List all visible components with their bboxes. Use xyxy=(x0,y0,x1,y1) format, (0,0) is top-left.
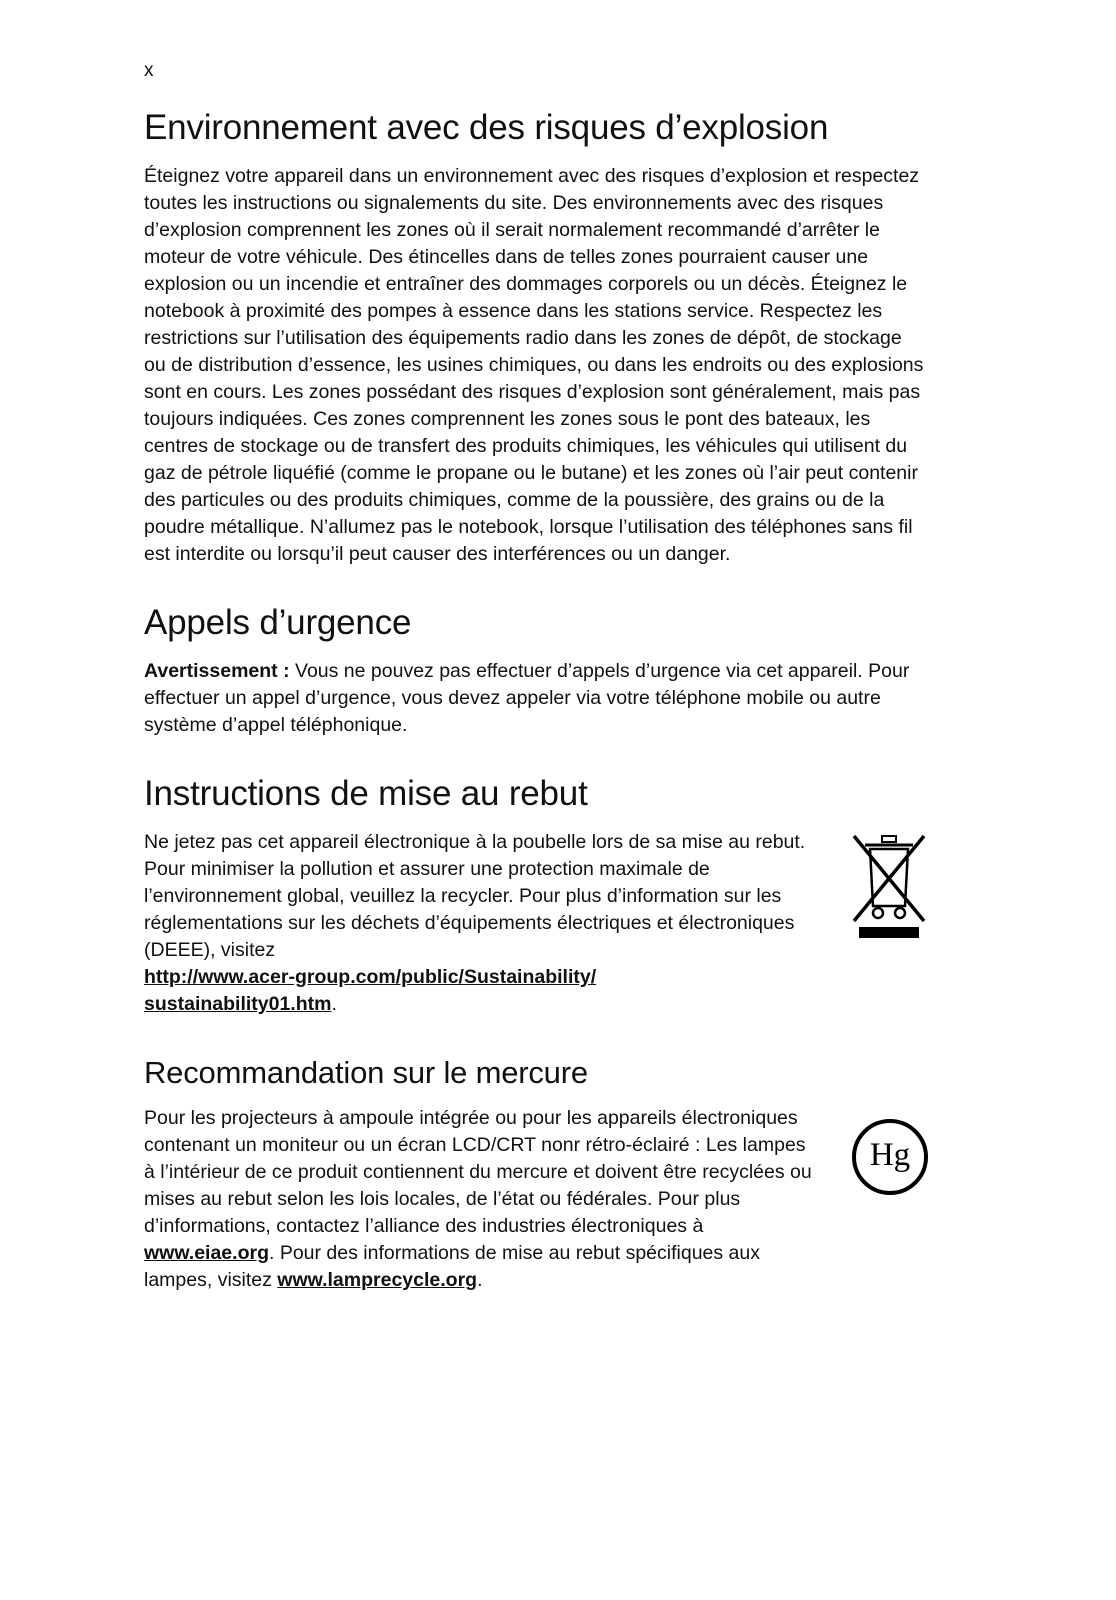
mercury-text-column xyxy=(144,1105,812,1294)
sustainability-link[interactable] xyxy=(144,966,596,1015)
heading-disposal-instructions: Instructions de mise au rebut xyxy=(144,773,588,813)
sustainability-link-line1: http://www.acer-group.com/public/Sustainability/ xyxy=(144,965,597,988)
heading-mercury-advisory: Recommandation sur le mercure xyxy=(144,1054,588,1090)
weee-crossed-out-bin-icon xyxy=(850,833,928,941)
heading-explosion-environment: Environnement avec des risques d’explosion xyxy=(144,107,829,147)
mercury-hg-icon xyxy=(852,1119,928,1195)
mercury-section-row xyxy=(144,1105,928,1294)
disposal-section-row xyxy=(144,829,928,1018)
lamprecycle-link[interactable]: www.lamprecycle.org xyxy=(277,1268,478,1291)
heading-emergency-calls: Appels d’urgence xyxy=(144,602,412,642)
disposal-suffix: . xyxy=(331,992,337,1015)
mercury-suffix: . xyxy=(477,1268,483,1291)
hg-label: Hg xyxy=(869,1137,911,1174)
mercury-body-paragraph xyxy=(144,1105,812,1294)
eiae-link[interactable]: www.eiae.org xyxy=(144,1241,269,1264)
warning-label: Avertissement : xyxy=(144,659,290,682)
emergency-body-text: Vous ne pouvez pas effectuer d’appels d’urgence via cet appareil. Pour effectuer un appel d’urgence, vous devez appeler via votre téléphone mobile ou autre système d’appel téléphonique. xyxy=(144,659,910,736)
disposal-text-column xyxy=(144,829,812,1018)
mercury-body-text-2: . Pour des informations de mise au rebut spécifiques aux lampes, visitez xyxy=(144,1241,760,1291)
sustainability-link-line2: sustainability01.htm xyxy=(144,992,332,1015)
disposal-icon-column xyxy=(844,829,928,941)
disposal-body-text: Ne jetez pas cet appareil électronique à la poubelle lors de sa mise au rebut. Pour minimiser la pollution et assurer une protection maximale de l’environnement global, veuillez la recycler. Pour plus d’information sur les réglementations sur les déchets d’équipements électriques et électroniques (DEEE), visitez xyxy=(144,830,806,961)
page-number: x xyxy=(144,60,154,81)
mercury-icon-column xyxy=(844,1105,928,1195)
explosion-body-paragraph: Éteignez votre appareil dans un environnement avec des risques d’explosion et respectez toutes les instructions ou signalements du site. Des environnements avec des risques d’explosion comprennent les zones où il serait normalement recommandé d’arrêter le moteur de votre véhicule. Des étincelles dans de telles zones pourraient causer une explosion ou un incendie et entraîner des dommages corporels ou un décès. Éteignez le notebook à proximité des pompes à essence dans les stations service. Respectez les restrictions sur l’utilisation des équipements radio dans les zones de dépôt, de stockage ou de distribution d’essence, les usines chimiques, ou dans les endroits ou des explosions sont en cours. Les zones possédant des risques d’explosion sont généralement, mais pas toujours indiquées. Ces zones comprennent les zones sous le pont des bateaux, les centres de stockage ou de transfert des produits chimiques, les véhicules qui utilisent du gaz de pétrole liquéfié (comme le propane ou le butane) et les zones où l’air peut contenir des particules ou des produits chimiques, comme de la poussière, des grains ou de la poudre métallique. N’allumez pas le notebook, lorsque l’utilisation des téléphones sans fil est interdite ou lorsqu’il peut causer des interférences ou un danger. xyxy=(144,164,924,565)
emergency-body-paragraph xyxy=(144,658,928,739)
disposal-body-paragraph xyxy=(144,829,812,1018)
mercury-body-text-1: Pour les projecteurs à ampoule intégrée ou pour les appareils électroniques contenant un moniteur ou un écran LCD/CRT nonr rétro-éclairé : Les lampes à l’intérieur de ce produit contiennent du mercure et doivent être recyclées ou mises au rebut selon les lois locales, de l’état ou fédérales. Pour plus d’informations, contactez l’alliance des industries électroniques à xyxy=(144,1106,812,1237)
